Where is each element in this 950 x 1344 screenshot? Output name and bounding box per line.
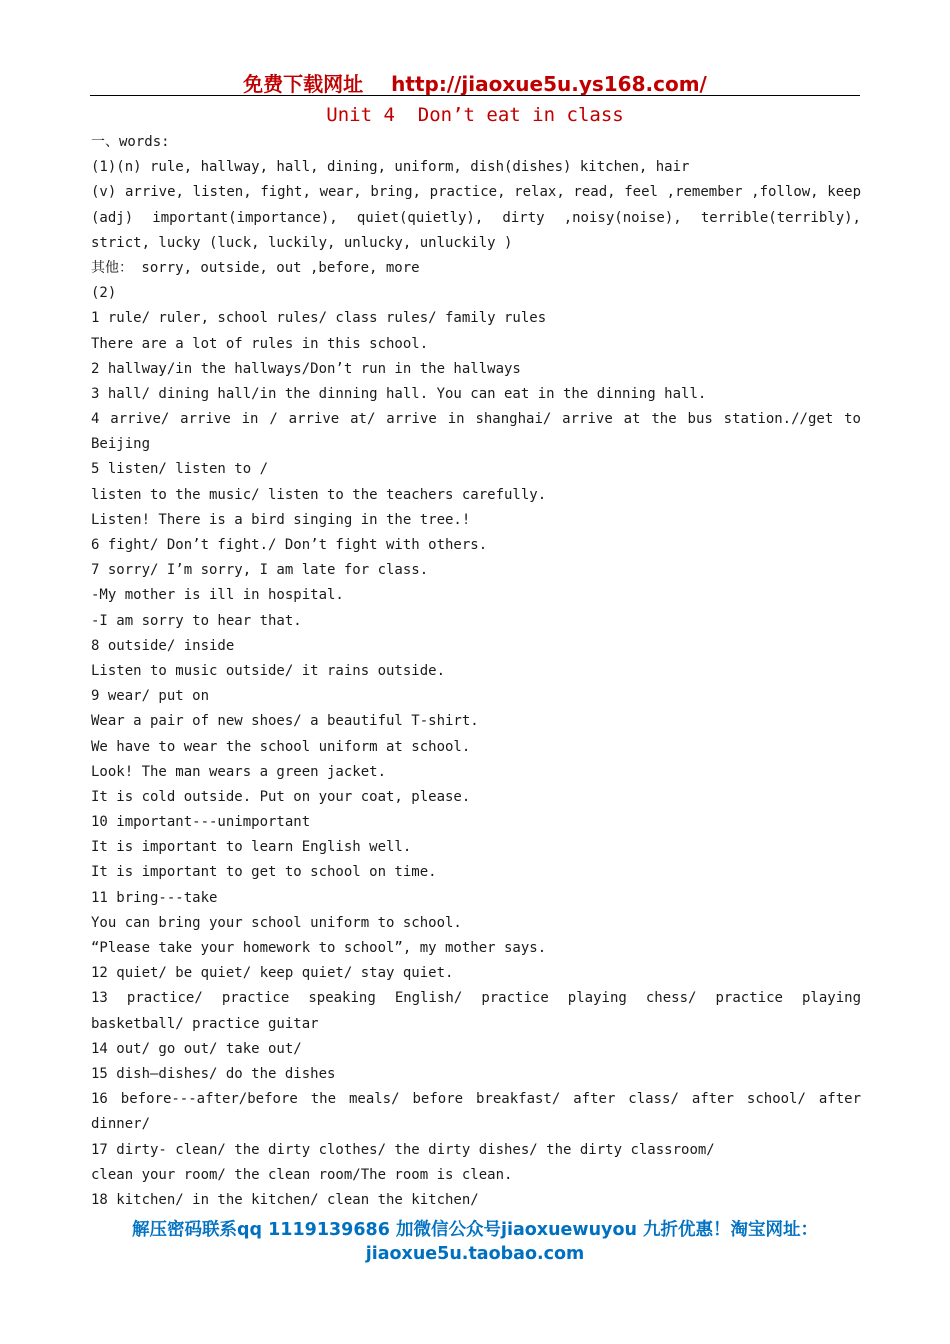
text-line: strict, lucky (luck, luckily, unlucky, unluckily ) xyxy=(91,234,513,251)
text-line: 17 dirty- clean/ the dirty clothes/ the dirty dishes/ the dirty classroom/ xyxy=(91,1141,715,1158)
text-line: 15 dish—dishes/ do the dishes xyxy=(91,1065,336,1082)
text-line: 4 arrive/ arrive in / arrive at/ arrive in shanghai/ arrive at the bus station.//get to xyxy=(91,411,861,428)
text-line: 16 before---after/before the meals/ before breakfast/ after class/ after school/ after xyxy=(91,1091,861,1108)
text-line: 6 fight/ Don’t fight./ Don’t fight with others. xyxy=(91,537,488,553)
text-line: 12 quiet/ be quiet/ keep quiet/ stay quiet. xyxy=(91,965,454,982)
text-line: “Please take your homework to school”, my mother says. xyxy=(91,940,547,956)
page-footer: 解压密码联系qq 1119139686 加微信公众号jiaoxuewuyou 九折优惠！淘宝网址：jiaoxue5u.taobao.com xyxy=(131,1220,819,1264)
text-line: -I am sorry to hear that. xyxy=(91,612,302,629)
page-header xyxy=(90,68,860,94)
text-line: listen to the music/ listen to the teachers carefully. xyxy=(91,486,547,503)
text-line: 18 kitchen/ in the kitchen/ clean the kitchen/ xyxy=(91,1191,479,1208)
text-line: It is cold outside. Put on your coat, please. xyxy=(91,788,471,805)
text-line: -My mother is ill in hospital. xyxy=(91,587,344,604)
header-label: 免费下载网址 xyxy=(243,72,364,96)
page-title: Unit 4 Don’t eat in class xyxy=(326,104,624,126)
text-line: 5 listen/ listen to / xyxy=(91,461,269,478)
text-line: Beijing xyxy=(91,436,151,453)
document-body xyxy=(91,130,861,1213)
text-line: basketball/ practice guitar xyxy=(91,1015,319,1032)
text-line: 7 sorry/ I’m sorry, I am late for class. xyxy=(91,562,429,579)
text-line: It is important to learn English well. xyxy=(91,839,412,856)
text-line: There are a lot of rules in this school. xyxy=(91,335,429,352)
text-line: 9 wear/ put on xyxy=(91,688,210,705)
text-line: 10 important---unimportant xyxy=(91,814,311,831)
text-line: (adj) important(importance), quiet(quietly), dirty ,noisy(noise), terrible(terribly), xyxy=(91,209,861,226)
text-line: 3 hall/ dining hall/in the dinning hall. You can eat in the dinning hall. xyxy=(91,385,707,402)
text-line: 1 rule/ ruler, school rules/ class rules/ family rules xyxy=(91,310,547,327)
text-line: dinner/ xyxy=(91,1116,151,1133)
text-line: clean your room/ the clean room/The room is clean. xyxy=(91,1166,513,1183)
text-line: (1)(n) rule, hallway, hall, dining, uniform, dish(dishes) kitchen, hair xyxy=(91,159,690,176)
text-line: 其他： sorry, outside, out ,before, more xyxy=(91,259,420,276)
text-line: 2 hallway/in the hallways/Don’t run in the hallways xyxy=(91,360,521,377)
text-line: (v) arrive, listen, fight, wear, bring, practice, relax, read, feel ,remember ,follow, keep xyxy=(91,184,861,201)
header-url-link[interactable]: http://jiaoxue5u.ys168.com/ xyxy=(391,72,707,96)
text-line: 11 bring---take xyxy=(91,889,218,906)
text-line: It is important to get to school on time. xyxy=(91,864,437,881)
text-line: Listen! There is a bird singing in the tree.! xyxy=(91,511,471,528)
text-line: 一、words: xyxy=(91,134,170,150)
text-line: Listen to music outside/ it rains outside. xyxy=(91,662,446,679)
text-line: We have to wear the school uniform at school. xyxy=(91,738,471,755)
text-line: 14 out/ go out/ take out/ xyxy=(91,1040,302,1057)
text-line: 8 outside/ inside xyxy=(91,637,235,654)
text-line: Wear a pair of new shoes/ a beautiful T-shirt. xyxy=(91,713,479,730)
text-line: 13 practice/ practice speaking English/ practice playing chess/ practice playing xyxy=(91,990,861,1007)
text-line: Look! The man wears a green jacket. xyxy=(91,763,387,780)
text-line: (2) xyxy=(91,285,117,302)
text-line: You can bring your school uniform to school. xyxy=(91,914,462,931)
header-divider xyxy=(90,95,860,96)
